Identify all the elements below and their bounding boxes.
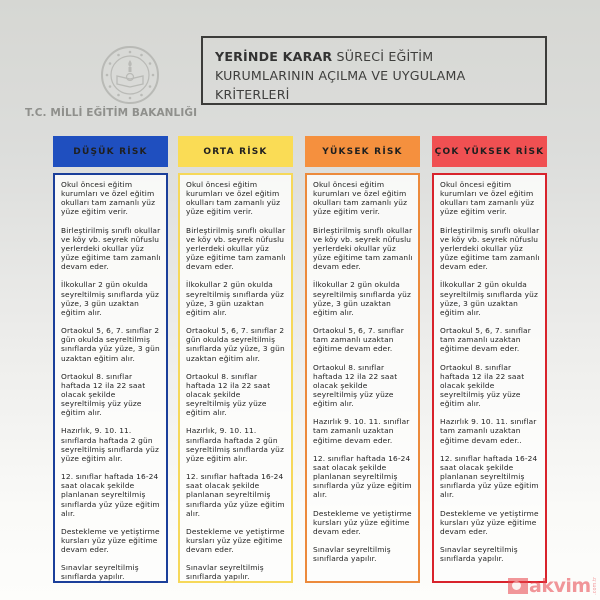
column-header-medium-risk: ORTA RİSK [178,136,293,167]
criteria-card-medium-risk [178,173,293,583]
column-header-high-risk: YÜKSEK RİSK [305,136,420,167]
criteria-card-high-risk [305,173,420,583]
list-item: 12. sınıflar haftada 16-24 saat olacak şekilde planlanan seyreltilmiş sınıflarda yüz yüze eğitim alır. [440,453,539,500]
list-item: İlkokullar 2 gün okulda seyreltilmiş sınıflarda yüz yüze, 3 gün uzaktan eğitim alır. [313,280,411,317]
list-item: Birleştirilmiş sınıflı okullar ve köy vb. seyrek nüfuslu yerlerdeki okullar yüz yüze eğitime tam zamanlı devam eder. [440,225,540,272]
list-item: Destekleme ve yetiştirme kursları yüz yüze eğitime devam eder. [440,508,539,536]
list-item: 12. sınıflar haftada 16-24 saat olacak şekilde planlanan seyreltilmiş sınıflarda yüz yüze eğitim alır. [61,472,160,518]
takvim-flag-icon [508,578,528,594]
list-item: Okul öncesi eğitim kurumları ve özel eğitim okulları tam zamanlı yüz yüze eğitim verir. [440,180,535,217]
list-item: Okul öncesi eğitim kurumları ve özel eğitim okulları tam zamanlı yüz yüze eğitim verir. [313,180,408,217]
column-header-low-risk: DÜŞÜK RİSK [53,136,168,167]
ministry-emblem-icon [101,46,159,104]
title-line-3: KRİTERLERİ [215,87,290,102]
list-item: Birleştirilmiş sınıflı okullar ve köy vb. seyrek nüfuslu yerlerdeki okullar yüz yüze eğitime tam zamanlı devam eder. [313,225,413,272]
column-very-high-risk [432,136,547,583]
list-item: Hazırlık 9. 10. 11. sınıflar tam zamanlı uzaktan eğitime devam eder. [313,417,410,445]
list-item: Destekleme ve yetiştirme kursları yüz yüze eğitime devam eder. [313,508,412,536]
list-item: Destekleme ve yetiştirme kursları yüz yüze eğitime devam eder. [61,526,160,555]
list-item: İlkokullar 2 gün okulda seyreltilmiş sınıflarda yüz yüze, 3 gün uzaktan eğitim alır. [186,280,284,317]
list-item: Ortaokul 8. sınıflar haftada 12 ila 22 saat olacak şekilde seyreltilmiş yüz yüze eğitim alır. [440,362,525,409]
list-item: Destekleme ve yetiştirme kursları yüz yüze eğitime devam eder. [186,526,285,555]
list-item: Sınavlar seyreltilmiş sınıflarda yapılır. [313,545,391,564]
list-item: Ortaokul 5, 6, 7. sınıflar 2 gün okulda seyreltilmiş sınıflarda yüz yüze, 3 gün uzaktan eğitim alır. [61,326,160,363]
takvim-watermark [508,572,600,600]
title-line-2: KURUMLARININ AÇILMA VE UYGULAMA [215,68,466,83]
list-item: Birleştirilmiş sınıflı okullar ve köy vb. seyrek nüfuslu yerlerdeki okullar yüz yüze eğitime tam zamanlı devam eder. [186,225,286,272]
criteria-card-low-risk [53,173,168,583]
title-rest: SÜRECİ EĞİTİM [332,49,434,64]
criteria-card-very-high-risk [432,173,547,583]
column-header-very-high-risk: ÇOK YÜKSEK RİSK [432,136,547,167]
list-item: Ortaokul 5, 6, 7. sınıflar tam zamanlı uzaktan eğitime devam eder. [313,326,404,354]
list-item: 12. sınıflar haftada 16-24 saat olacak şekilde planlanan seyreltilmiş sınıflarda yüz yüze eğitim alır. [186,472,285,518]
title-bold: YERİNDE KARAR [215,49,333,64]
list-item: Okul öncesi eğitim kurumları ve özel eğitim okulları tam zamanlı yüz yüze eğitim verir. [186,180,281,217]
list-item: İlkokullar 2 gün okulda seyreltilmiş sınıflarda yüz yüze, 3 gün uzaktan eğitim alır. [440,280,538,317]
list-item: Sınavlar seyreltilmiş sınıflarda yapılır. [61,563,139,582]
ministry-name: T.C. MİLLİ EĞİTİM BAKANLIĞI [25,107,198,119]
watermark-text: akvim [529,575,591,597]
list-item: Ortaokul 8. sınıflar haftada 12 ila 22 saat olacak şekilde seyreltilmiş yüz yüze eğitim alır. [186,371,271,418]
title-line-1 [215,47,545,66]
list-item: Ortaokul 8. sınıflar haftada 12 ila 22 saat olacak şekilde seyreltilmiş yüz yüze eğitim alır. [61,371,146,418]
list-item: Hazırlık, 9. 10. 11. sınıflarda haftada 2 gün seyreltilmiş sınıflarda yüz yüze eğitim alır. [61,426,159,463]
list-item: Ortaokul 5, 6, 7. sınıflar tam zamanlı uzaktan eğitime devam eder. [440,326,531,354]
list-item: Hazırlık 9. 10. 11. sınıflar tam zamanlı uzaktan eğitime devam eder.. [440,417,537,445]
watermark-domain: .com.tr [591,577,598,595]
list-item: Ortaokul 8. sınıflar haftada 12 ila 22 saat olacak şekilde seyreltilmiş yüz yüze eğitim alır. [313,362,398,409]
page-title [201,36,547,105]
list-item: İlkokullar 2 gün okulda seyreltilmiş sınıflarda yüz yüze, 3 gün uzaktan eğitim alır. [61,280,159,317]
column-low-risk [53,136,168,583]
list-item: 12. sınıflar haftada 16-24 saat olacak şekilde planlanan seyreltilmiş sınıflarda yüz yüze eğitim alır. [313,453,412,500]
list-item: Ortaokul 5, 6, 7. sınıflar 2 gün okulda seyreltilmiş sınıflarda yüz yüze, 3 gün uzaktan eğitim alır. [186,326,285,363]
list-item: Sınavlar seyreltilmiş sınıflarda yapılır. [186,563,264,582]
list-item: Okul öncesi eğitim kurumları ve özel eğitim okulları tam zamanlı yüz yüze eğitim verir. [61,180,156,217]
list-item: Birleştirilmiş sınıflı okullar ve köy vb. seyrek nüfuslu yerlerdeki okullar yüz yüze eğitime tam zamanlı devam eder. [61,225,161,272]
column-medium-risk [178,136,293,583]
ministry-logo [22,22,198,119]
column-high-risk [305,136,420,583]
list-item: Hazırlık, 9. 10. 11. sınıflarda haftada 2 gün seyreltilmiş sınıflarda yüz yüze eğitim alır. [186,426,284,463]
list-item: Sınavlar seyreltilmiş sınıflarda yapılır. [440,545,518,564]
